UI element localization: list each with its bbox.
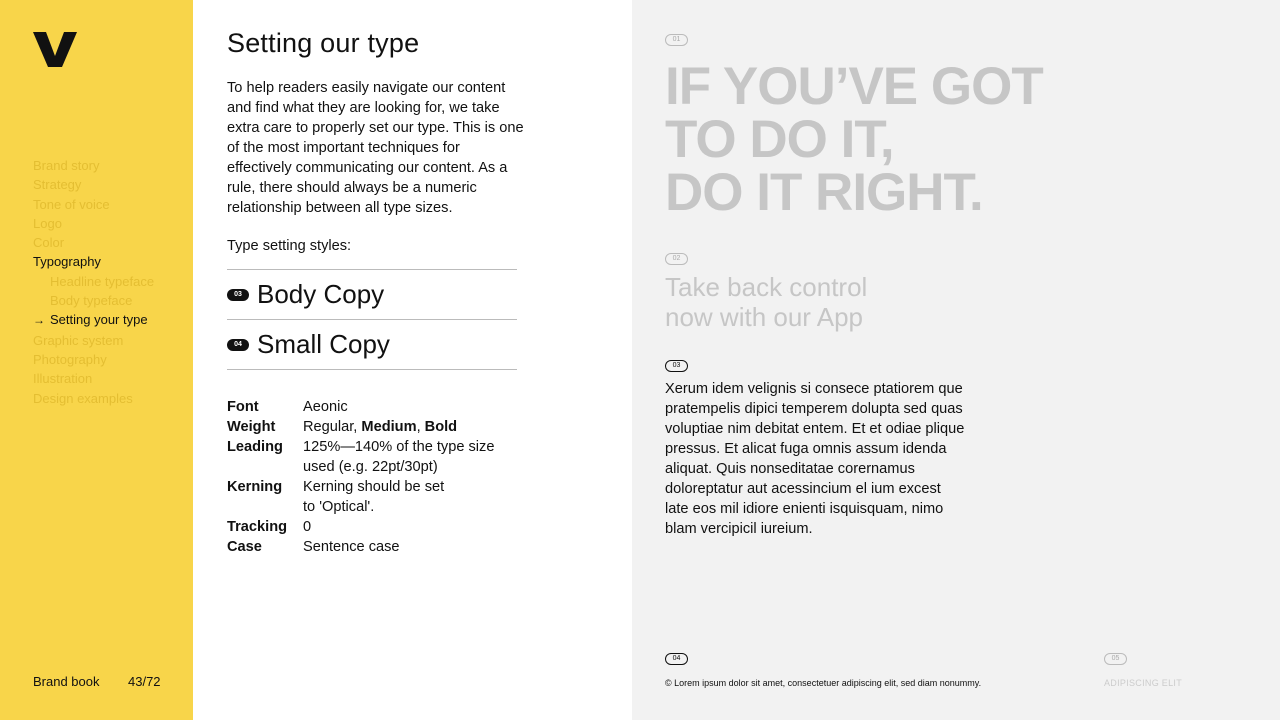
nav-item-body-typeface[interactable]: Body typeface (50, 293, 133, 309)
spec-key: Kerning (227, 479, 283, 495)
sample-caption: ADIPISCING ELIT (1104, 678, 1183, 688)
spec-row-font (227, 397, 527, 417)
nav-item-label: Setting your type (50, 312, 148, 328)
headline-line-2: TO DO IT, (665, 110, 894, 169)
spec-value: Aeonic (303, 399, 348, 415)
spec-key: Case (227, 539, 262, 555)
nav-item-typography[interactable]: Typography (33, 254, 101, 270)
footer-label: Brand book (33, 674, 100, 689)
subhead-line-2: now with our App (665, 302, 864, 332)
nav-item-brand-story[interactable]: Brand story (33, 158, 100, 173)
spec-value (303, 417, 527, 437)
intro-paragraph: To help readers easily navigate our content and find what they are looking for, we take extra care to properly set our type. This is one of the most important techniques for effectively communicating our content. As a rule, there should always be a numeric relationship between all type sizes. (227, 80, 524, 216)
weight-medium: Medium (361, 419, 417, 435)
leading-line-2: used (e.g. 22pt/30pt) (303, 459, 438, 475)
nav-item-color[interactable]: Color (33, 235, 65, 251)
headline-line-3: DO IT RIGHT. (665, 163, 983, 222)
style-list (227, 269, 517, 370)
style-name: Body Copy (257, 279, 385, 309)
sample-number-badge: 02 (665, 253, 688, 265)
kerning-line-2: to 'Optical'. (303, 499, 375, 515)
spec-value (303, 477, 527, 517)
spec-row-tracking (227, 517, 527, 537)
spec-key: Leading (227, 439, 283, 455)
weight-regular: Regular, (303, 419, 362, 435)
sample-number-badge: 05 (1104, 653, 1127, 665)
type-sample-panel (632, 0, 1280, 720)
page-title: Setting our type (227, 28, 420, 58)
spec-value: 0 (303, 519, 312, 535)
nav-item-strategy[interactable]: Strategy (33, 177, 82, 193)
sample-headline (665, 57, 1043, 222)
weight-bold: Bold (424, 419, 458, 435)
nav-item-illustration[interactable]: Illustration (33, 371, 93, 387)
nav-item-logo[interactable]: Logo (33, 215, 62, 231)
spec-row-leading (227, 437, 527, 477)
sample-subhead (665, 272, 867, 332)
main-content (193, 0, 632, 720)
sidebar (0, 0, 193, 720)
arrow-right-icon: → (33, 313, 45, 328)
sample-number-badge: 04 (665, 653, 688, 665)
style-row-small-copy[interactable] (227, 320, 517, 370)
nav-item-photography[interactable]: Photography (33, 351, 107, 367)
sample-small-copy: © Lorem ipsum dolor sit amet, consectetuer adipiscing elit, sed diam nonummy. (665, 678, 982, 688)
spec-value: Sentence case (303, 539, 400, 555)
spec-row-case (227, 537, 527, 557)
sample-number-badge: 01 (665, 34, 688, 46)
brand-logo-icon[interactable] (33, 31, 77, 68)
style-name: Small Copy (257, 329, 390, 359)
kerning-line-1: Kerning should be set (303, 479, 445, 495)
page-number: 43/72 (128, 674, 161, 689)
style-number-badge: 03 (227, 289, 249, 301)
spec-row-kerning (227, 477, 527, 517)
sidebar-nav (33, 156, 154, 408)
spec-row-weight (227, 417, 527, 437)
subhead-line-1: Take back control (665, 272, 868, 302)
leading-line-1: 125%—140% of the type size (303, 439, 495, 455)
spec-key: Weight (227, 419, 276, 435)
weight-separator: , (416, 419, 425, 435)
nav-item-headline-typeface[interactable]: Headline typeface (50, 273, 155, 289)
sample-number-badge: 03 (665, 360, 688, 372)
nav-item-graphic-system[interactable]: Graphic system (33, 332, 124, 348)
spec-value (303, 437, 527, 477)
headline-line-1: IF YOU’VE GOT (665, 57, 1043, 116)
style-number-badge: 04 (227, 339, 249, 351)
nav-item-tone-of-voice[interactable]: Tone of voice (33, 196, 110, 212)
styles-label: Type setting styles: (227, 238, 352, 254)
nav-item-setting-your-type[interactable] (33, 310, 154, 330)
spec-key: Tracking (227, 519, 288, 535)
type-specs-table (227, 397, 527, 557)
spec-key: Font (227, 399, 259, 415)
sample-body-copy: Xerum idem velignis si consece ptatiorem que pratempelis dipici temperem dolupta sed quas voluptiae nim debitat entem. Et et odiae plique pressus. Et alicat fuga omnis assum idenda aliquat. Quis nonseditatae corernamus doloreptatur aut acessincium el ium excest late eos mil idiore enienti isquisquam, nimo blam vercipicil iureium. (665, 381, 965, 537)
style-row-body-copy[interactable] (227, 270, 517, 320)
nav-item-design-examples[interactable]: Design examples (33, 390, 133, 406)
